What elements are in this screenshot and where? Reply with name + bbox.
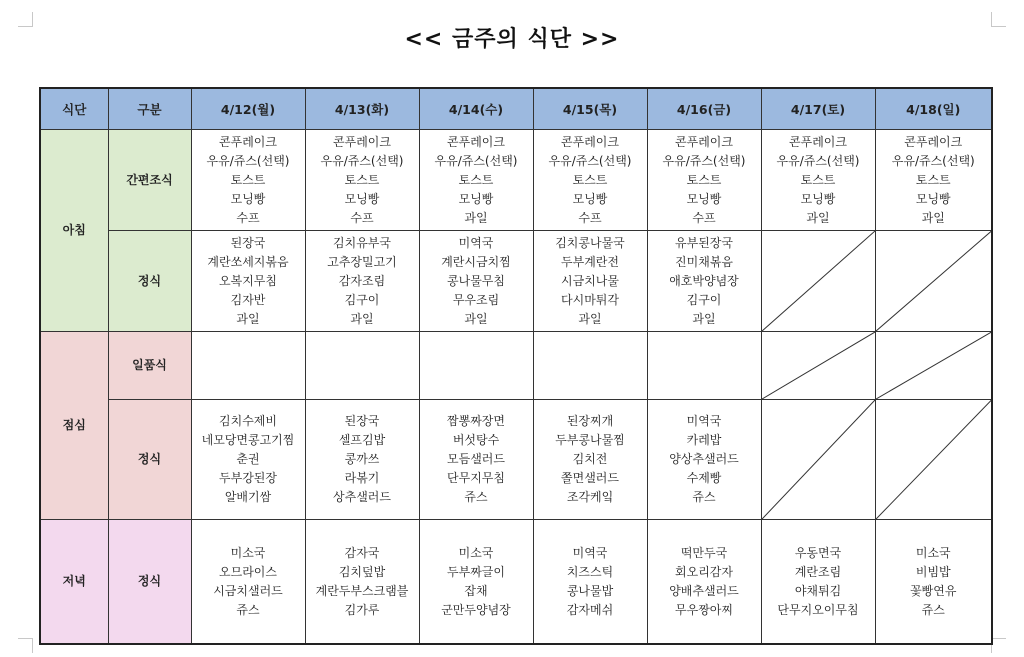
menu-item: 쫄면샐러드 bbox=[561, 471, 619, 486]
header-category: 구분 bbox=[108, 88, 191, 130]
menu-item: 콘푸레이크 bbox=[789, 134, 847, 149]
empty-cell-slash bbox=[761, 400, 875, 520]
menu-cell bbox=[305, 332, 419, 400]
weekly-menu-table bbox=[39, 87, 993, 645]
menu-item: 우유/쥬스(선택) bbox=[434, 153, 518, 168]
menu-item: 콘푸레이크 bbox=[561, 134, 619, 149]
menu-cell bbox=[191, 130, 305, 231]
menu-cell bbox=[191, 400, 305, 520]
menu-item: 과일 bbox=[578, 311, 602, 326]
menu-cell bbox=[875, 130, 992, 231]
menu-item: 콘푸레이크 bbox=[904, 134, 963, 149]
menu-item: 우유/쥬스(선택) bbox=[776, 153, 860, 168]
empty-cell-slash bbox=[761, 231, 875, 332]
menu-cell bbox=[647, 332, 761, 400]
menu-item: 무우짱아찌 bbox=[675, 602, 733, 617]
menu-item: 모닝빵 bbox=[686, 191, 722, 206]
menu-item: 우유/쥬스(선택) bbox=[548, 153, 632, 168]
menu-item: 콩나물무침 bbox=[447, 273, 505, 288]
menu-item: 토스트 bbox=[572, 172, 608, 187]
menu-item: 시금치샐러드 bbox=[213, 583, 283, 598]
menu-item: 양배추샐러드 bbox=[669, 583, 739, 598]
menu-cell bbox=[305, 400, 419, 520]
menu-item: 두부짜글이 bbox=[447, 564, 505, 579]
menu-item: 쥬스 bbox=[236, 602, 260, 617]
menu-item: 미역국 bbox=[572, 545, 608, 560]
page-title: << 금주의 식단 >> bbox=[404, 27, 620, 52]
header-day-thu: 4/15(목) bbox=[533, 88, 647, 130]
menu-item: 김구이 bbox=[686, 292, 722, 307]
menu-item: 쥬스 bbox=[692, 490, 716, 505]
menu-item: 토스트 bbox=[800, 172, 836, 187]
menu-item: 알배기쌈 bbox=[224, 490, 272, 505]
menu-cell bbox=[647, 400, 761, 520]
menu-cell bbox=[761, 520, 875, 644]
menu-item: 토스트 bbox=[686, 172, 722, 187]
menu-cell bbox=[419, 400, 533, 520]
empty-cell-slash bbox=[875, 332, 992, 400]
menu-item: 계란조림 bbox=[794, 564, 842, 579]
menu-cell bbox=[761, 130, 875, 231]
menu-item: 꽃빵연유 bbox=[910, 583, 957, 598]
menu-item: 된장국 bbox=[344, 414, 380, 429]
menu-item: 단무지무침 bbox=[447, 471, 505, 486]
empty-cell-slash bbox=[875, 400, 992, 520]
menu-cell bbox=[875, 520, 992, 644]
menu-item: 미소국 bbox=[915, 545, 951, 560]
menu-item: 콘푸레이크 bbox=[447, 134, 505, 149]
menu-item: 김치유부국 bbox=[333, 235, 391, 250]
menu-item: 셀프김밥 bbox=[338, 433, 386, 448]
menu-item: 오복지무침 bbox=[219, 273, 277, 288]
menu-cell bbox=[305, 231, 419, 332]
lunch-single-row bbox=[40, 332, 992, 400]
menu-item: 다시마튀각 bbox=[561, 292, 619, 307]
menu-item: 모닝빵 bbox=[572, 191, 608, 206]
menu-item: 토스트 bbox=[915, 172, 951, 187]
menu-item: 감자조림 bbox=[338, 273, 386, 288]
menu-item: 쥬스 bbox=[921, 602, 945, 617]
menu-cell bbox=[533, 231, 647, 332]
menu-item: 카레밥 bbox=[686, 433, 722, 448]
menu-item: 단무지오이무침 bbox=[777, 602, 859, 617]
menu-item: 모닝빵 bbox=[458, 191, 494, 206]
menu-item: 우동면국 bbox=[794, 545, 842, 560]
menu-item: 무우조림 bbox=[452, 292, 500, 307]
menu-cell bbox=[533, 332, 647, 400]
menu-item: 계란시금치찜 bbox=[441, 254, 511, 269]
menu-cell bbox=[533, 520, 647, 644]
menu-item: 비빔밥 bbox=[915, 564, 951, 579]
meal-label-dinner: 저녁 bbox=[40, 520, 108, 644]
menu-cell bbox=[647, 231, 761, 332]
menu-item: 김치수제비 bbox=[219, 414, 277, 429]
menu-cell bbox=[191, 332, 305, 400]
category-label: 정식 bbox=[108, 400, 191, 520]
menu-item: 수프 bbox=[350, 210, 374, 225]
menu-item: 감자메쉬 bbox=[566, 602, 614, 617]
menu-cell bbox=[191, 231, 305, 332]
menu-item: 시금치나물 bbox=[561, 273, 619, 288]
menu-item: 토스트 bbox=[458, 172, 494, 187]
menu-item: 모닝빵 bbox=[344, 191, 380, 206]
menu-item: 미역국 bbox=[458, 235, 494, 250]
menu-item: 과일 bbox=[921, 210, 945, 225]
menu-item: 모닝빵 bbox=[800, 191, 836, 206]
menu-item: 모듬샐러드 bbox=[447, 452, 505, 467]
menu-item: 김자반 bbox=[230, 292, 266, 307]
dinner-regular-row bbox=[40, 520, 992, 644]
menu-item: 된장찌개 bbox=[566, 414, 614, 429]
menu-item: 토스트 bbox=[230, 172, 266, 187]
menu-item: 모닝빵 bbox=[230, 191, 266, 206]
menu-cell bbox=[305, 130, 419, 231]
menu-item: 짬뽕짜장면 bbox=[447, 414, 505, 429]
menu-item: 상추샐러드 bbox=[333, 490, 391, 505]
menu-item: 과일 bbox=[692, 311, 716, 326]
menu-cell bbox=[647, 130, 761, 231]
menu-item: 콩까쓰 bbox=[344, 452, 380, 467]
menu-item: 조각케잌 bbox=[566, 490, 614, 505]
menu-item: 김가루 bbox=[344, 602, 380, 617]
header-day-fri: 4/16(금) bbox=[647, 88, 761, 130]
menu-item: 두부계란전 bbox=[561, 254, 619, 269]
menu-item: 두부강된장 bbox=[219, 471, 277, 486]
header-row bbox=[40, 88, 992, 130]
menu-item: 감자국 bbox=[344, 545, 380, 560]
breakfast-regular-row bbox=[40, 231, 992, 332]
menu-item: 우유/쥬스(선택) bbox=[320, 153, 404, 168]
menu-item: 군만두양념장 bbox=[441, 602, 511, 617]
breakfast-simple-row bbox=[40, 130, 992, 231]
menu-cell bbox=[419, 231, 533, 332]
menu-item: 야채튀김 bbox=[794, 583, 842, 598]
menu-cell bbox=[647, 520, 761, 644]
menu-item: 과일 bbox=[464, 210, 488, 225]
menu-item: 우유/쥬스(선택) bbox=[891, 153, 975, 168]
menu-item: 된장국 bbox=[230, 235, 266, 250]
menu-item: 두부콩나물찜 bbox=[555, 433, 625, 448]
page-corner-mark bbox=[18, 638, 33, 653]
menu-cell bbox=[419, 332, 533, 400]
header-meal: 식단 bbox=[40, 88, 108, 130]
menu-item: 수프 bbox=[692, 210, 716, 225]
category-label: 간편조식 bbox=[108, 130, 191, 231]
menu-item: 콘푸레이크 bbox=[675, 134, 733, 149]
menu-item: 애호박양념장 bbox=[669, 273, 739, 288]
menu-item: 미역국 bbox=[686, 414, 722, 429]
header-day-wed: 4/14(수) bbox=[419, 88, 533, 130]
empty-cell-slash bbox=[875, 231, 992, 332]
menu-item: 쥬스 bbox=[464, 490, 488, 505]
menu-item: 김구이 bbox=[344, 292, 380, 307]
menu-item: 고추장밀고기 bbox=[327, 254, 397, 269]
category-label: 정식 bbox=[108, 231, 191, 332]
menu-item: 치즈스틱 bbox=[566, 564, 614, 579]
menu-item: 김치콩나물국 bbox=[555, 235, 625, 250]
menu-cell bbox=[305, 520, 419, 644]
menu-item: 콩나물밥 bbox=[566, 583, 614, 598]
lunch-regular-row bbox=[40, 400, 992, 520]
menu-item: 모닝빵 bbox=[915, 191, 951, 206]
menu-item: 미소국 bbox=[458, 545, 494, 560]
menu-item: 춘권 bbox=[236, 452, 260, 467]
menu-cell bbox=[533, 400, 647, 520]
header-day-mon: 4/12(월) bbox=[191, 88, 305, 130]
menu-item: 과일 bbox=[806, 210, 830, 225]
header-day-sun: 4/18(일) bbox=[875, 88, 992, 130]
menu-item: 회오리감자 bbox=[675, 564, 733, 579]
menu-item: 오므라이스 bbox=[219, 564, 277, 579]
menu-item: 김치전 bbox=[572, 452, 608, 467]
menu-item: 라볶기 bbox=[344, 471, 380, 486]
menu-item: 떡만두국 bbox=[680, 545, 728, 560]
menu-item: 수제빵 bbox=[686, 471, 722, 486]
menu-cell bbox=[533, 130, 647, 231]
menu-item: 잡채 bbox=[464, 583, 488, 598]
menu-item: 네모당면콩고기찜 bbox=[201, 433, 295, 448]
menu-item: 콘푸레이크 bbox=[333, 134, 391, 149]
menu-item: 계란두부스크램블 bbox=[315, 583, 409, 598]
menu-item: 진미채볶음 bbox=[675, 254, 733, 269]
menu-item: 계란쏘세지볶음 bbox=[207, 254, 289, 269]
menu-cell bbox=[419, 520, 533, 644]
menu-item: 과일 bbox=[350, 311, 374, 326]
header-day-sat: 4/17(토) bbox=[761, 88, 875, 130]
page-corner-mark bbox=[991, 638, 1006, 653]
menu-item: 콘푸레이크 bbox=[219, 134, 277, 149]
menu-item: 수프 bbox=[236, 210, 260, 225]
menu-item: 과일 bbox=[464, 311, 488, 326]
menu-item: 우유/쥬스(선택) bbox=[206, 153, 290, 168]
menu-cell bbox=[191, 520, 305, 644]
meal-label-breakfast: 아침 bbox=[40, 130, 108, 332]
menu-item: 미소국 bbox=[230, 545, 266, 560]
menu-item: 우유/쥬스(선택) bbox=[662, 153, 746, 168]
menu-item: 토스트 bbox=[344, 172, 380, 187]
menu-cell bbox=[419, 130, 533, 231]
menu-item: 김치덮밥 bbox=[338, 564, 386, 579]
menu-item: 과일 bbox=[236, 311, 260, 326]
empty-cell-slash bbox=[761, 332, 875, 400]
category-label: 정식 bbox=[108, 520, 191, 644]
meal-label-lunch: 점심 bbox=[40, 332, 108, 520]
menu-item: 수프 bbox=[578, 210, 602, 225]
menu-item: 버섯탕수 bbox=[452, 433, 500, 448]
menu-item: 유부된장국 bbox=[675, 235, 733, 250]
category-label: 일품식 bbox=[108, 332, 191, 400]
menu-item: 양상추샐러드 bbox=[669, 452, 739, 467]
header-day-tue: 4/13(화) bbox=[305, 88, 419, 130]
